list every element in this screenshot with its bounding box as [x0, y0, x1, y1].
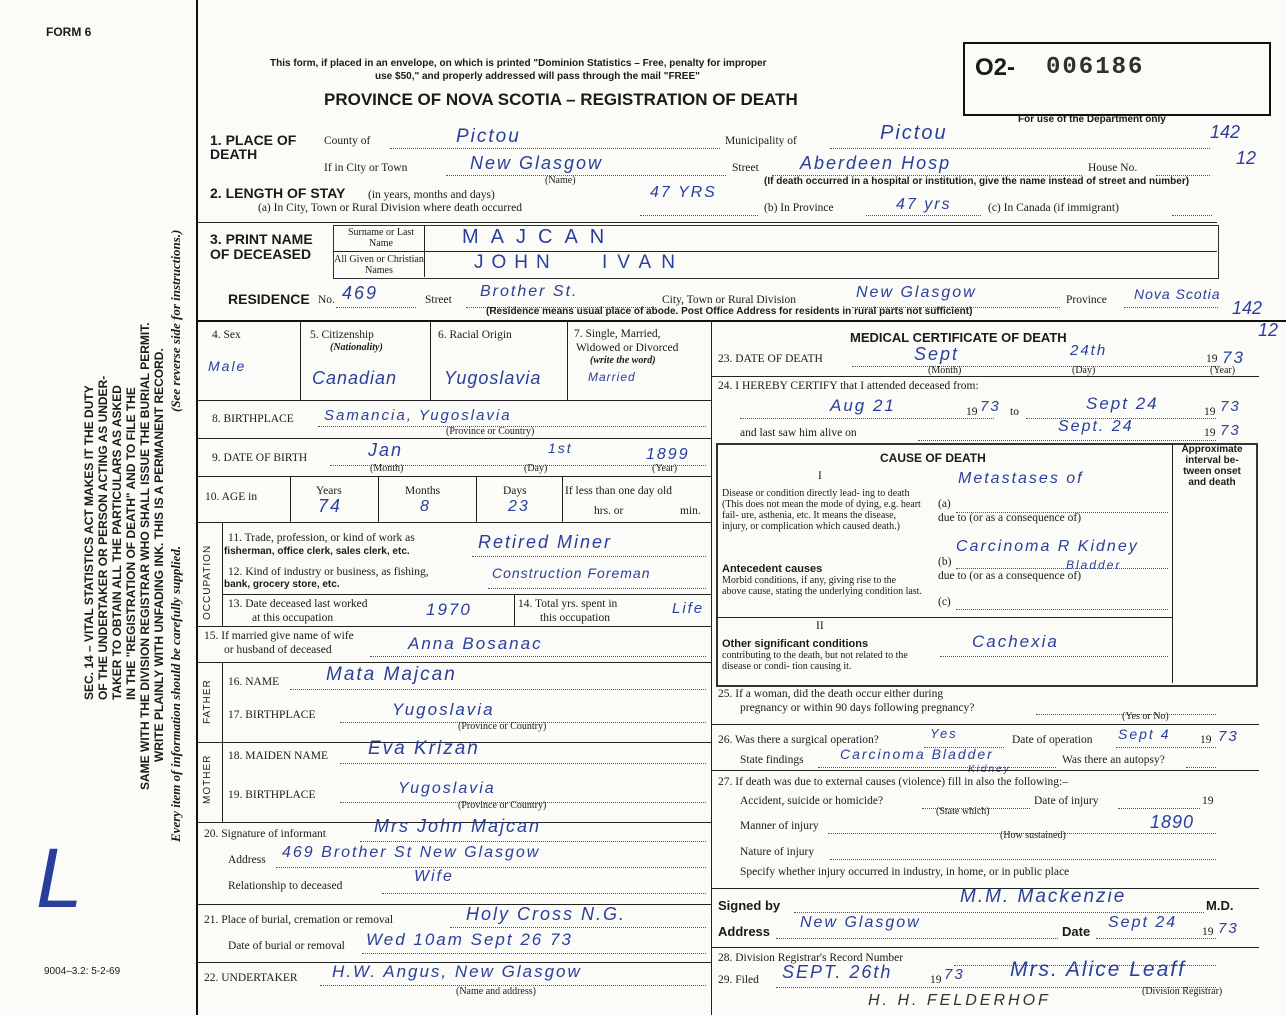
q29-label: 29. Filed — [718, 974, 759, 986]
code-3: 142 — [1232, 298, 1263, 318]
form-title: PROVINCE OF NOVA SCOTIA – REGISTRATION OF DEATH — [324, 90, 798, 109]
cause-c-label: (c) — [938, 596, 951, 608]
statute-line-6: WRITE PLAINLY WITH UNFADING INK. THIS IS A PERMANENT RECORD. — [152, 348, 166, 762]
cause-a-label: (a) — [938, 498, 951, 510]
reverse-side-note: (See reverse side for instructions.) — [168, 229, 183, 412]
min-label: min. — [680, 505, 701, 517]
city-value: New Glasgow — [470, 153, 604, 173]
dob-month: Jan — [368, 440, 404, 460]
specify-label: Specify whether injury occurred in industry, in home, or in public place — [740, 866, 1070, 878]
sidebar-divider — [196, 0, 198, 1015]
trade-value: Retired Miner — [478, 532, 613, 552]
residence-no-label: No. — [318, 294, 335, 306]
father-birthplace: Yugoslavia — [392, 700, 495, 719]
surname-value: MAJCAN — [462, 226, 617, 248]
informant-signature: Mrs John Majcan — [374, 816, 542, 836]
residence-no: 469 — [342, 283, 379, 303]
death-registration-form: FORM 6 SEC. 14 – VITAL STATISTICS ACT MAKES IT THE DUTY OF THE UNDERTAKER OR PERSON ACTING AS UNDER- TAKER TO OBTAIN ALL THE PARTICULARS AS ASKED IN THE "REGISTRATION OF DEATH" AND TO FILE THE SAME WITH THE DIVISION REGISTRAR WHO SHALL ISSUE THE BURIAL PERMIT. WRITE PLAINLY WITH UNFADING INK. THIS IS A PERMANENT RECORD. (See reverse side for instructions.) Every item of information should be carefully supplied. L 9004–3.2: 5-2-69 This form, if placed in an envelope, on which is printed "Dominion Statistics – Free, penalty for improper use $50," and properly addressed will pass through the mail "FREE" PROVINCE OF NOVA SCOTIA – REGISTRATION OF DEATH O2- 006186 For use of the Department only 142 12 142 12 1. PLACE OF DEATH County of Pictou Municipality of Pictou If in City or Town New Glasgow (Name) Street Aberdeen Hosp House No. (If death occurred in a hospital or institution, give the name instead of street and number) 2. LENGTH OF STAY (in years, months and days) (a) In City, Town or Rural Division where death occurred 47 YRS (b) In Province 47 yrs (c) In Canada (if immigrant) 3. PRINT NAME OF DECEASED Surname or Last Name All Given or Christian Names MAJCAN JOHN IVAN RESIDENCE No. 469 Street Brother St. City, Town or Rural Division New Glasgow Province Nova Scotia (Residence means usual place of abode. Post Office Address for residents in rural parts not sufficient) 4. Sex Male 5. Citizenship (Nationality) Canadian 6. Racial Origin Yugoslavia 7. Single, Married, Widowed or Divorced (write the word) Married 8. BIRTHPLACE Samancia, Yugoslavia (Province or Country) 9. DATE OF BIRTH Jan 1st 1899 (Month) (Day) (Year) 10. AGE in Years 74 Months 8 Days 23 If less than one day old hrs. or min. OCCUPATION 11. Trade, profession, or kind of work as fisherman, office clerk, sales clerk, etc. Retired Miner 12. Kind of industry or business, as fishing, bank, grocery store, etc. Construction Foreman 13. Date deceased last worked at this occupation 1970 14. Total yrs. spent in this occupation Life 15. If married give name of wife or husband of deceased Anna Bosanac FATHER 16. NAME Mata Majcan 17. BIRTHPLACE Yugoslavia (Province or Country) MOTHER 18. MAIDEN NAME Eva Krizan 19. BIRTHPLACE Yugoslavia (Province or Country) 20. Signature of informant Mrs John Majcan Address 469 Brother St New Glasgow Relationship to deceased Wife 21. Place of burial, cremation or removal Holy Cross N.G. Date of burial or removal Wed 10am Sept 26 73 22. UNDERTAKER H.W. Angus, New Glasgow (Name and address) MEDICAL CERTIFICATE OF DEATH 23. DATE OF DEATH Sept 24th 19 73 (Month) (Day) (Year) 24. I HEREBY CERTIFY that I attended deceased from: Aug 21 19 73 to Sept 24 19 73 and last saw him alive on Sept. 24 19 73 CAUSE OF DEATH Approximate interval be- tween onset and death I Disease or condition directly lead- ing to death (This does not mean the mode of dying, e.g. heart fail- ure, asthenia, etc. It means the disease, injury, or complication which caused death.) (a) Metastases of due to (or as a consequence of) Antecedent causes Morbid conditions, if any, giving rise to the above cause, stating the underlying condition last. (b) Carcinoma R Kidney Bladder due to (or as a consequence of) (c) II Other significant conditions contributing to the death, but not related to the disease or condi- tion causing it. Cachexia 25. If a woman, did the death occur either during pregnancy or within 90 days following pregnancy? (Yes or No) 26. Was there a surgical operation? Yes Date of operation Sept 4 19 73 State findings Carcinoma Bladder Kidney Was there an autopsy? 27. If death was due to external causes (violence) fill in also the following:– Accident, suicide or homicide? (State which) Date of injury 19 Manner of injury 1890 (How sustained) Nature of injury Specify whether injury occurred in industry, in home, or in public place Signed by M.M. Mackenzie M.D. Address New Glasgow Date Sept 24 19 73 28. Division Registrar's Record Number 29. Filed SEPT. 26th 19 73 Mrs. Alice Leaff (Division Registrar) H. H. FELDERHOF — [0, 0, 1286, 1015]
total-yrs-value: Life — [672, 600, 705, 617]
county-value: Pictou — [456, 126, 521, 147]
mother-side-label: MOTHER — [202, 754, 213, 804]
antecedent-desc: Morbid conditions, if any, giving rise to the above cause, stating the underlying condition last. — [722, 575, 922, 597]
spouse-value: Anna Bosanac — [408, 634, 543, 653]
stay-a-value: 47 YRS — [650, 184, 717, 201]
racial-origin-value: Yugoslavia — [444, 368, 542, 388]
q28-label: 28. Division Registrar's Record Number — [718, 952, 904, 964]
surname-label: Surname or Last Name — [347, 227, 415, 249]
trade-label-1: 11. Trade, profession, or kind of work as — [228, 532, 415, 544]
mother-name: Eva Krizan — [368, 738, 480, 759]
hrs-label: hrs. or — [594, 505, 624, 517]
signed-by-label: Signed by — [718, 898, 781, 913]
house-label: House No. — [1088, 162, 1138, 174]
last-worked-label-1: 13. Date deceased last worked — [228, 598, 368, 610]
form-number: FORM 6 — [46, 25, 92, 39]
q26-label: 26. Was there a surgical operation? — [718, 734, 879, 746]
reg-prefix: O2- — [975, 54, 1016, 81]
q25-label-1: 25. If a woman, did the death occur either during — [718, 688, 944, 700]
cert-date-label: Date — [1062, 924, 1091, 939]
residence-city: New Glasgow — [856, 284, 977, 301]
industry-value: Construction Foreman — [492, 565, 651, 581]
cause-b-label: (b) — [938, 556, 952, 568]
street-value: Aberdeen Hosp — [800, 153, 952, 173]
residence-province-label: Province — [1066, 294, 1107, 306]
racial-origin-label: 6. Racial Origin — [438, 329, 512, 341]
stay-c-label: (c) In Canada (if immigrant) — [988, 202, 1119, 214]
dob-year-hint: (Year) — [652, 463, 678, 474]
dod-year-hint: (Year) — [1210, 365, 1236, 376]
dod-year-prefix: 19 — [1206, 353, 1218, 365]
length-of-stay-label: 2. LENGTH OF STAY — [210, 185, 346, 201]
spouse-label-2: or husband of deceased — [224, 644, 332, 656]
burial-date-label: Date of burial or removal — [228, 940, 345, 952]
due-to-1: due to (or as a consequence of) — [938, 512, 1082, 524]
q27-label: 27. If death was due to external causes (violence) fill in also the following:– — [718, 776, 1069, 788]
print-name-label: 3. PRINT NAME OF DECEASED — [210, 231, 313, 262]
stay-b-value: 47 yrs — [896, 196, 952, 213]
q25-label-2: pregnancy or within 90 days following pregnancy? — [740, 702, 975, 714]
op-date: Sept 4 — [1118, 726, 1171, 742]
mother-birthplace-label: 19. BIRTHPLACE — [228, 789, 316, 801]
dept-use-label: For use of the Department only — [1018, 114, 1166, 125]
findings-value-2: Kidney — [968, 764, 1011, 775]
father-side-label: FATHER — [202, 679, 213, 724]
direct-cause-desc: Disease or condition directly lead- ing to death (This does not mean the mode of dying, e.g. heart fail- ure, asthenia, etc. It means the disease, injury, or complication which caused death.) — [722, 488, 921, 532]
burial-place: Holy Cross N.G. — [466, 904, 627, 924]
yes-no-hint: (Yes or No) — [1122, 711, 1169, 722]
age-days: 23 — [508, 498, 530, 515]
given-name-2: IVAN — [602, 252, 685, 273]
last-saw-label: and last saw him alive on — [740, 427, 857, 439]
physician-signature: M.M. Mackenzie — [960, 886, 1127, 907]
last-worked-value: 1970 — [426, 600, 472, 619]
given-names-label: All Given or Christian Names — [334, 254, 424, 276]
city-name-hint: (Name) — [545, 175, 576, 186]
stay-a-label: (a) In City, Town or Rural Division where death occurred — [258, 202, 522, 214]
registrar-stamp: H. H. FELDERHOF — [868, 992, 1051, 1009]
code-2: 12 — [1236, 148, 1257, 168]
registrar-signature: Mrs. Alice Leaff — [1010, 958, 1186, 981]
cause-b-2: Bladder — [1066, 558, 1122, 572]
stay-b-label: (b) In Province — [764, 202, 834, 214]
birthplace-label: 8. BIRTHPLACE — [212, 413, 294, 425]
op-date-label: Date of operation — [1012, 734, 1093, 746]
statute-line-1: SEC. 14 – VITAL STATISTICS ACT MAKES IT THE DUTY — [82, 385, 96, 700]
findings-value: Carcinoma Bladder — [840, 746, 994, 762]
marital-value: Married — [588, 370, 636, 384]
statute-line-4: IN THE "REGISTRATION OF DEATH" AND TO FILE THE — [124, 387, 138, 700]
statute-line-2: OF THE UNDERTAKER OR PERSON ACTING AS UNDER- — [96, 375, 110, 700]
antecedent-label: Antecedent causes — [722, 563, 823, 575]
code-1: 142 — [1210, 122, 1241, 142]
place-of-death-label: 1. PLACE OF DEATH — [210, 132, 297, 162]
dod-month: Sept — [914, 344, 960, 364]
age-years: 74 — [318, 496, 343, 516]
mother-bp-hint: (Province or Country) — [458, 800, 547, 811]
manner-number: 1890 — [1150, 812, 1195, 832]
age-label: 10. AGE in — [205, 491, 258, 503]
marital-label-2: Widowed or Divorced — [576, 342, 679, 354]
op-year: 73 — [1218, 728, 1239, 745]
code-4: 12 — [1258, 320, 1279, 340]
city-label: If in City or Town — [324, 162, 408, 174]
total-yrs-label-2: this occupation — [540, 612, 610, 624]
dod-label: 23. DATE OF DEATH — [718, 353, 823, 365]
mail-note-2: use $50," and properly addressed will pass through the mail "FREE" — [375, 71, 700, 82]
undertaker-label: 22. UNDERTAKER — [204, 972, 298, 984]
industry-label-2: bank, grocery store, etc. — [224, 579, 340, 590]
dob-month-hint: (Month) — [370, 463, 404, 474]
age-months-label: Months — [405, 485, 441, 497]
municipality-value: Pictou — [880, 122, 948, 144]
dod-year: 73 — [1222, 348, 1245, 367]
marital-hint: (write the word) — [590, 355, 656, 366]
father-birthplace-label: 17. BIRTHPLACE — [228, 709, 316, 721]
age-days-label: Days — [503, 485, 527, 497]
dob-year: 1899 — [646, 446, 690, 463]
dob-day: 1st — [548, 440, 573, 456]
injury-date-label: Date of injury — [1034, 795, 1099, 807]
street-label: Street — [732, 162, 759, 174]
dod-day-hint: (Day) — [1072, 365, 1096, 376]
father-bp-hint: (Province or Country) — [458, 721, 547, 732]
citizenship-value: Canadian — [312, 368, 398, 388]
physician-address-label: Address — [718, 924, 771, 939]
occupation-side-label: OCCUPATION — [202, 544, 213, 620]
residence-street-label: Street — [425, 294, 452, 306]
last-saw-date: Sept. 24 — [1058, 418, 1134, 435]
age-years-label: Years — [316, 485, 342, 497]
due-to-2: due to (or as a consequence of) — [938, 570, 1082, 582]
form-code: 9004–3.2: 5-2-69 — [44, 966, 121, 977]
informant-address: 469 Brother St New Glasgow — [282, 844, 541, 861]
attended-from-year: 73 — [980, 398, 1001, 415]
municipality-label: Municipality of — [725, 135, 797, 147]
nature-label: Nature of injury — [740, 846, 815, 858]
other-conditions-label: Other significant conditions — [722, 638, 869, 650]
every-item-note: Every item of information should be carefully supplied. — [168, 545, 183, 842]
dod-day: 24th — [1070, 342, 1108, 359]
given-name-1: JOHN — [474, 252, 558, 273]
father-name: Mata Majcan — [326, 664, 457, 685]
to-label: to — [1010, 406, 1019, 418]
dod-month-hint: (Month) — [928, 365, 962, 376]
other-conditions-value: Cachexia — [972, 632, 1059, 651]
physician-address: New Glasgow — [800, 914, 921, 931]
relationship-label: Relationship to deceased — [228, 880, 343, 892]
informant-sig-label: 20. Signature of informant — [204, 828, 327, 840]
certify-label: 24. I HEREBY CERTIFY that I attended deceased from: — [718, 380, 979, 392]
cert-year: 73 — [1218, 920, 1239, 937]
injury-year-prefix: 19 — [1202, 795, 1214, 807]
mother-birthplace: Yugoslavia — [398, 780, 496, 797]
attended-to: Sept 24 — [1086, 394, 1159, 413]
spouse-label-1: 15. If married give name of wife — [204, 630, 354, 642]
marital-label-1: 7. Single, Married, — [574, 328, 661, 340]
cause-b: Carcinoma R Kidney — [956, 538, 1139, 555]
cert-date: Sept 24 — [1108, 914, 1178, 931]
residence-province: Nova Scotia — [1134, 286, 1221, 302]
residence-label: RESIDENCE — [228, 291, 310, 307]
hospital-note: (If death occurred in a hospital or institution, give the name instead of street and number) — [764, 176, 1190, 187]
manner-label: Manner of injury — [740, 820, 819, 832]
other-conditions-desc: contributing to the death, but not related to the disease or condi- tion causing it. — [722, 650, 908, 672]
how-sustained-hint: (How sustained) — [1000, 830, 1066, 841]
dob-day-hint: (Day) — [524, 463, 548, 474]
undertaker-value: H.W. Angus, New Glasgow — [332, 962, 582, 981]
filed-year: 73 — [944, 966, 965, 983]
less-than-day-label: If less than one day old — [565, 485, 672, 497]
sex-value: Male — [208, 358, 247, 374]
informant-address-label: Address — [228, 854, 266, 866]
burial-place-label: 21. Place of burial, cremation or removal — [204, 914, 394, 926]
margin-initial: L — [36, 831, 83, 925]
part-2-label: II — [816, 620, 824, 632]
county-label: County of — [324, 135, 371, 147]
q26-value: Yes — [930, 726, 958, 741]
statute-line-3: TAKER TO OBTAIN ALL THE PARTICULARS AS ASKED — [110, 385, 124, 700]
statute-line-5: SAME WITH THE DIVISION REGISTRAR WHO SHALL ISSUE THE BURIAL PERMIT. — [138, 322, 152, 790]
reg-number: 006186 — [1046, 54, 1145, 81]
mail-note-1: This form, if placed in an envelope, on which is printed "Dominion Statistics – Free, penalty for improper — [270, 58, 767, 69]
residence-note: (Residence means usual place of abode. Post Office Address for residents in rural parts not sufficient) — [486, 306, 973, 317]
autopsy-label: Was there an autopsy? — [1062, 754, 1165, 766]
dob-label: 9. DATE OF BIRTH — [212, 452, 308, 464]
accident-label: Accident, suicide or homicide? — [740, 795, 884, 807]
interval-label: Approximate interval be- tween onset and death — [1181, 444, 1243, 488]
birthplace-hint: (Province or Country) — [446, 426, 535, 437]
findings-label: State findings — [740, 754, 804, 766]
stay-hint: (in years, months and days) — [368, 189, 495, 201]
registrar-hint: (Division Registrar) — [1142, 986, 1223, 997]
relationship-value: Wife — [414, 868, 454, 885]
cause-a: Metastases of — [958, 470, 1084, 487]
last-saw-year: 73 — [1220, 422, 1241, 439]
sex-label: 4. Sex — [212, 329, 241, 341]
residence-city-label: City, Town or Rural Division — [662, 294, 797, 306]
state-which-hint: (State which) — [936, 806, 990, 817]
attended-from: Aug 21 — [830, 396, 896, 415]
filed-date: SEPT. 26th — [782, 962, 893, 982]
part-1-label: I — [818, 470, 822, 482]
attended-to-year: 73 — [1220, 398, 1241, 415]
father-name-label: 16. NAME — [228, 676, 280, 688]
undertaker-hint: (Name and address) — [456, 986, 536, 997]
birthplace-value: Samancia, Yugoslavia — [324, 407, 512, 424]
cause-title: CAUSE OF DEATH — [880, 451, 986, 465]
mother-name-label: 18. MAIDEN NAME — [228, 750, 328, 762]
citizenship-label: 5. Citizenship — [310, 329, 374, 341]
age-months: 8 — [420, 498, 431, 515]
medical-cert-title: MEDICAL CERTIFICATE OF DEATH — [850, 330, 1067, 345]
total-yrs-label-1: 14. Total yrs. spent in — [518, 598, 618, 610]
industry-label-1: 12. Kind of industry or business, as fishing, — [228, 566, 429, 578]
trade-label-2: fisherman, office clerk, sales clerk, etc. — [224, 546, 410, 557]
burial-date: Wed 10am Sept 26 73 — [366, 930, 573, 949]
citizenship-hint: (Nationality) — [330, 342, 383, 353]
last-worked-label-2: at this occupation — [252, 612, 334, 624]
md-label: M.D. — [1206, 898, 1234, 913]
residence-street: Brother St. — [480, 283, 579, 300]
